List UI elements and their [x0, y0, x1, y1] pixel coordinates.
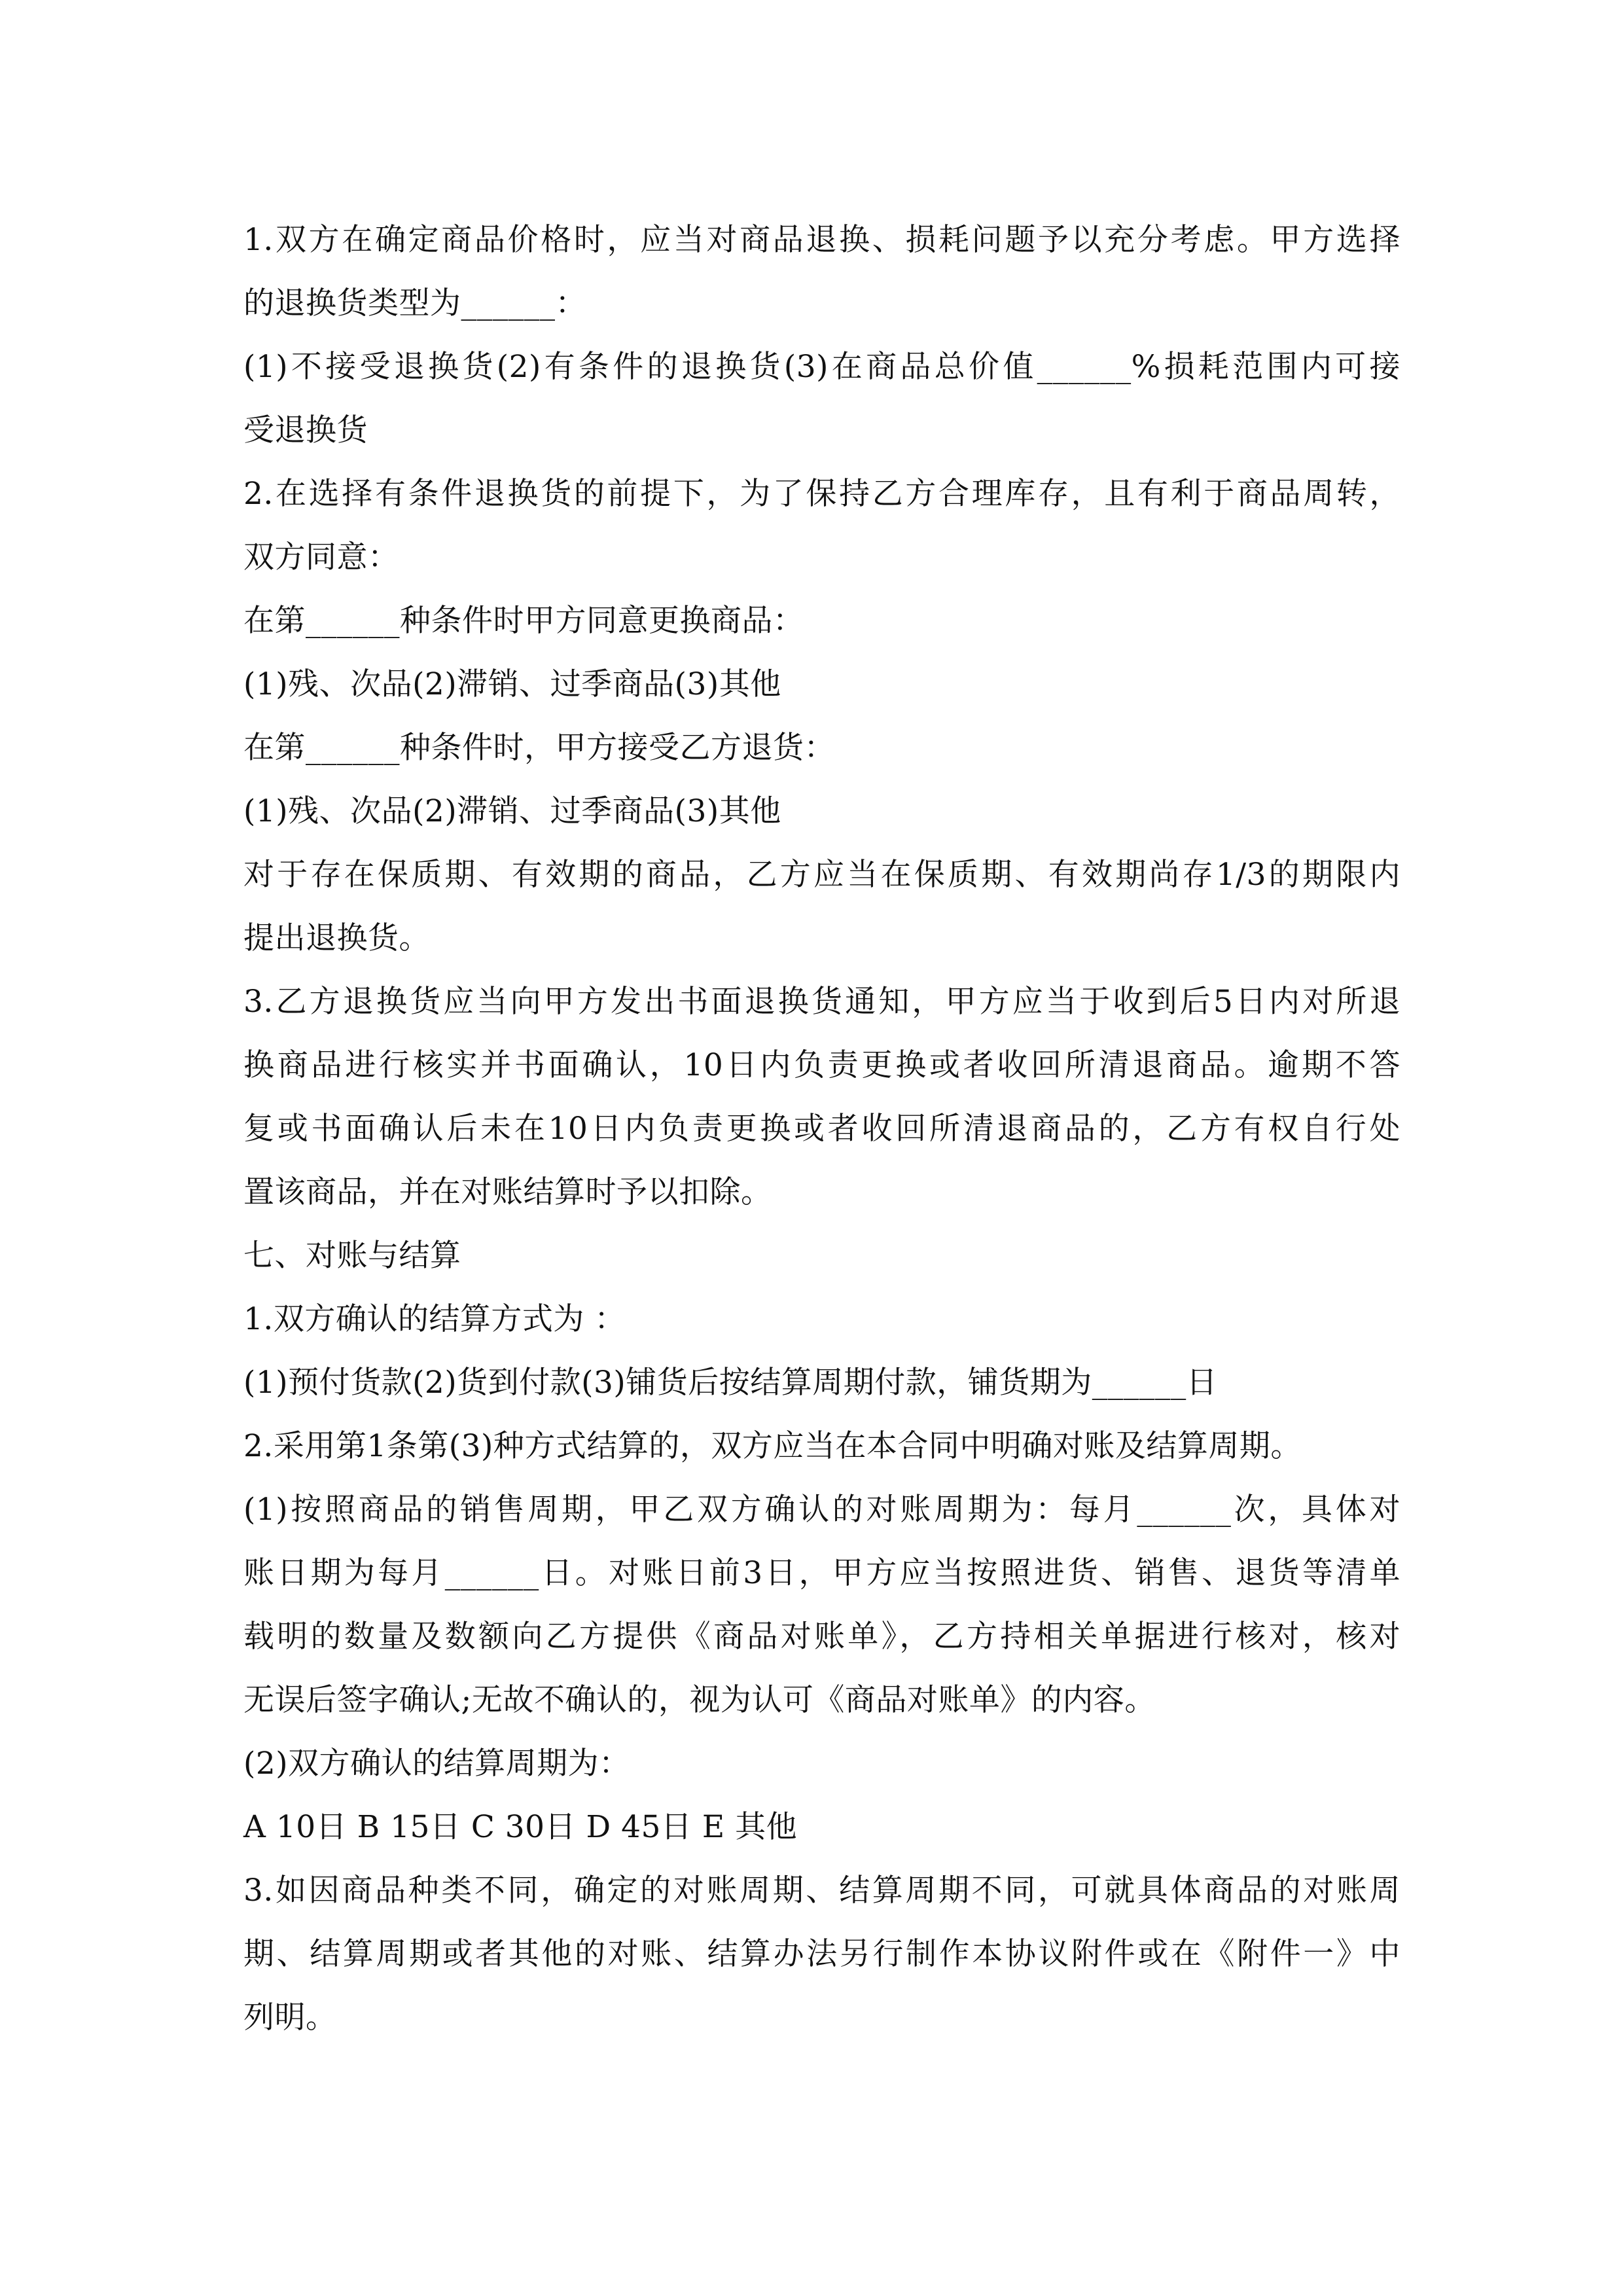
- text-line: 1.双方确认的结算方式为 ：: [243, 1301, 626, 1337]
- text-line: 在第______种条件时甲方同意更换商品：: [243, 603, 804, 639]
- text-line: (1)残、次品(2)滞销、过季商品(3)其他: [243, 793, 781, 829]
- text-line: (1)残、次品(2)滞销、过季商品(3)其他: [243, 666, 781, 702]
- document-body: [243, 208, 1400, 2049]
- text-line: 置该商品，并在对账结算时予以扣除。: [243, 1174, 772, 1210]
- text-line: 账日期为每月______日。对账日前3日，甲方应当按照进货、销售、退货等清单: [243, 1555, 1400, 1591]
- section-heading: 七、对账与结算: [243, 1238, 461, 1274]
- text-line: (1)按照商品的销售周期，甲乙双方确认的对账周期为：每月______次，具体对: [243, 1492, 1400, 1528]
- text-line: 2.采用第1条第(3)种方式结算的，双方应当在本合同中明确对账及结算周期。: [243, 1428, 1302, 1464]
- text-line: 双方同意：: [243, 539, 399, 575]
- text-line: 列明。: [243, 2000, 337, 2036]
- text-line: 期、结算周期或者其他的对账、结算办法另行制作本协议附件或在《附件一》中: [243, 1936, 1400, 1972]
- text-line: A 10日 B 15日 C 30日 D 45日 E 其他: [243, 1809, 798, 1845]
- text-line: 3.乙方退换货应当向甲方发出书面退换货通知，甲方应当于收到后5日内对所退: [243, 984, 1400, 1020]
- text-line: (1)预付货款(2)货到付款(3)铺货后按结算周期付款，铺货期为______日: [243, 1365, 1218, 1401]
- text-line: 无误后签字确认;无故不确认的，视为认可《商品对账单》的内容。: [243, 1682, 1156, 1718]
- text-line: 提出退换货。: [243, 920, 430, 956]
- text-line: (2)双方确认的结算周期为：: [243, 1746, 630, 1782]
- text-line: 载明的数量及数额向乙方提供《商品对账单》，乙方持相关单据进行核对，核对: [243, 1619, 1400, 1655]
- text-line: 的退换货类型为______：: [243, 285, 586, 321]
- text-line: 3.如因商品种类不同，确定的对账周期、结算周期不同，可就具体商品的对账周: [243, 1873, 1400, 1909]
- text-line: (1)不接受退换货(2)有条件的退换货(3)在商品总价值______%损耗范围内可接: [243, 349, 1400, 385]
- text-line: 2.在选择有条件退换货的前提下，为了保持乙方合理库存，且有利于商品周转，: [243, 476, 1400, 512]
- text-line: 对于存在保质期、有效期的商品，乙方应当在保质期、有效期尚存1/3的期限内: [243, 857, 1400, 893]
- text-line: 换商品进行核实并书面确认，10日内负责更换或者收回所清退商品。逾期不答: [243, 1047, 1400, 1083]
- text-line: 1.双方在确定商品价格时，应当对商品退换、损耗问题予以充分考虑。甲方选择: [243, 222, 1400, 258]
- text-line: 在第______种条件时，甲方接受乙方退货：: [243, 730, 835, 766]
- text-line: 受退换货: [243, 412, 368, 448]
- text-line: 复或书面确认后未在10日内负责更换或者收回所清退商品的，乙方有权自行处: [243, 1111, 1400, 1147]
